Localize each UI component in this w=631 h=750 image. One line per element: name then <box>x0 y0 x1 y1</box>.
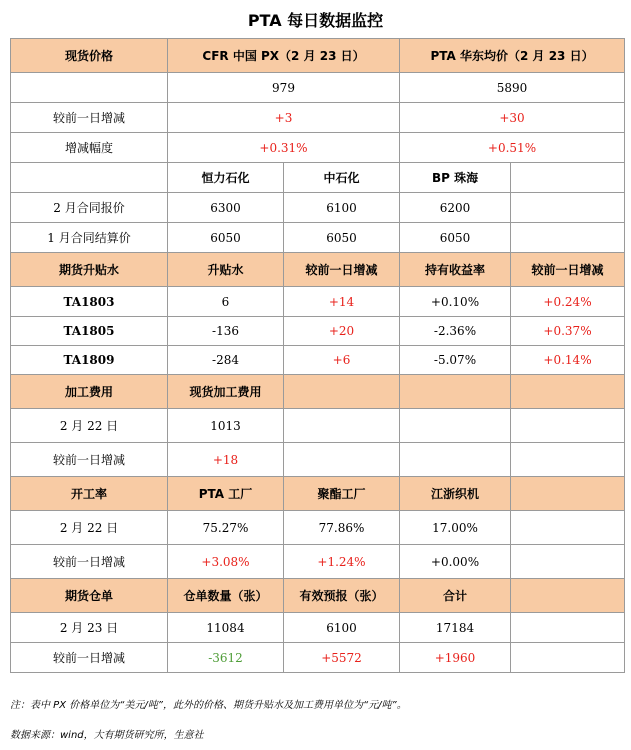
unit-note: 注：表中 PX 价格单位为“美元/吨”，此外的价格、期货升贴水及加工费用单位为“元/吨”。 <box>10 700 407 711</box>
empty-header-cell <box>400 375 511 409</box>
company-header: 恒力石化 <box>168 163 284 193</box>
empty-cell <box>400 409 511 443</box>
futures-row <box>11 287 625 317</box>
contract-value: 6050 <box>284 223 400 253</box>
basis-change: +6 <box>284 346 400 375</box>
px-price-value: 979 <box>168 73 400 103</box>
futures-row <box>11 317 625 346</box>
futures-row <box>11 346 625 375</box>
contract-code: TA1805 <box>11 317 168 346</box>
basis-change: +14 <box>284 287 400 317</box>
contract-value: 6050 <box>400 223 511 253</box>
warehouse-change: +5572 <box>284 643 400 673</box>
contract-value: 6050 <box>168 223 284 253</box>
pta-price-value: 5890 <box>400 73 625 103</box>
pta-monitor-table <box>10 38 625 673</box>
px-price-pct: +0.31% <box>168 133 400 163</box>
row-label: 1 月合同结算价 <box>11 223 168 253</box>
empty-cell <box>284 409 400 443</box>
empty-cell <box>11 73 168 103</box>
column-header: 合计 <box>400 579 511 613</box>
operating-row <box>11 545 625 579</box>
processing-fee-change: +18 <box>168 443 284 477</box>
operating-value: 17.00% <box>400 511 511 545</box>
company-header: BP 珠海 <box>400 163 511 193</box>
empty-header-cell <box>511 579 625 613</box>
operating-value: 77.86% <box>284 511 400 545</box>
contract-value: 6300 <box>168 193 284 223</box>
futures-section-header: 期货升贴水 <box>11 253 168 287</box>
carry-yield-change: +0.24% <box>511 287 625 317</box>
basis-value: 6 <box>168 287 284 317</box>
pta-price-pct: +0.51% <box>400 133 625 163</box>
contract-row <box>11 193 625 223</box>
warehouse-change: +1960 <box>400 643 511 673</box>
px-price-change: +3 <box>168 103 400 133</box>
contract-row <box>11 223 625 253</box>
column-header: 现货加工费用 <box>168 375 284 409</box>
data-source-note: 数据来源：wind，大有期货研究所，生意社 <box>10 730 204 741</box>
contract-value: 6200 <box>400 193 511 223</box>
column-header: 较前一日增减 <box>511 253 625 287</box>
warehouse-change: -3612 <box>168 643 284 673</box>
empty-cell <box>511 223 625 253</box>
row-label: 2 月 22 日 <box>11 409 168 443</box>
operating-change: +1.24% <box>284 545 400 579</box>
operating-change: +0.00% <box>400 545 511 579</box>
column-header: 江浙织机 <box>400 477 511 511</box>
column-header: 有效预报（张） <box>284 579 400 613</box>
spot-section-header: 现货价格 <box>11 39 168 73</box>
contract-code: TA1809 <box>11 346 168 375</box>
processing-row <box>11 443 625 477</box>
contract-company-row <box>11 163 625 193</box>
empty-header-cell <box>284 375 400 409</box>
spot-header-row <box>11 39 625 73</box>
warehouse-value: 11084 <box>168 613 284 643</box>
operating-change: +3.08% <box>168 545 284 579</box>
empty-cell <box>511 443 625 477</box>
empty-header-cell <box>511 477 625 511</box>
warehouse-value: 6100 <box>284 613 400 643</box>
column-header: 聚酯工厂 <box>284 477 400 511</box>
page-title: PTA 每日数据监控 <box>247 11 384 30</box>
row-label: 增减幅度 <box>11 133 168 163</box>
carry-yield: -5.07% <box>400 346 511 375</box>
row-label: 2 月 22 日 <box>11 511 168 545</box>
operating-section-header: 开工率 <box>11 477 168 511</box>
empty-cell <box>511 193 625 223</box>
empty-cell <box>400 443 511 477</box>
empty-cell <box>511 409 625 443</box>
px-price-header: CFR 中国 PX（2 月 23 日） <box>168 39 400 73</box>
column-header: 仓单数量（张） <box>168 579 284 613</box>
row-label: 较前一日增减 <box>11 643 168 673</box>
futures-header-row <box>11 253 625 287</box>
processing-section-header: 加工费用 <box>11 375 168 409</box>
empty-cell <box>284 443 400 477</box>
empty-cell <box>11 163 168 193</box>
warehouse-section-header: 期货仓单 <box>11 579 168 613</box>
column-header: 持有收益率 <box>400 253 511 287</box>
contract-value: 6100 <box>284 193 400 223</box>
warehouse-value: 17184 <box>400 613 511 643</box>
carry-yield: -2.36% <box>400 317 511 346</box>
empty-cell <box>511 163 625 193</box>
empty-cell <box>511 545 625 579</box>
basis-value: -284 <box>168 346 284 375</box>
contract-code: TA1803 <box>11 287 168 317</box>
warehouse-header-row <box>11 579 625 613</box>
operating-row <box>11 511 625 545</box>
row-label: 2 月合同报价 <box>11 193 168 223</box>
basis-change: +20 <box>284 317 400 346</box>
column-header: 升贴水 <box>168 253 284 287</box>
operating-header-row <box>11 477 625 511</box>
row-label: 较前一日增减 <box>11 443 168 477</box>
operating-value: 75.27% <box>168 511 284 545</box>
empty-cell <box>511 511 625 545</box>
spot-pct-row <box>11 133 625 163</box>
spot-value-row <box>11 73 625 103</box>
carry-yield-change: +0.14% <box>511 346 625 375</box>
processing-header-row <box>11 375 625 409</box>
pta-price-change: +30 <box>400 103 625 133</box>
carry-yield: +0.10% <box>400 287 511 317</box>
processing-row <box>11 409 625 443</box>
spot-change-row <box>11 103 625 133</box>
warehouse-row <box>11 613 625 643</box>
empty-header-cell <box>511 375 625 409</box>
row-label: 较前一日增减 <box>11 545 168 579</box>
row-label: 较前一日增减 <box>11 103 168 133</box>
carry-yield-change: +0.37% <box>511 317 625 346</box>
column-header: PTA 工厂 <box>168 477 284 511</box>
empty-cell <box>511 643 625 673</box>
company-header: 中石化 <box>284 163 400 193</box>
warehouse-row <box>11 643 625 673</box>
pta-price-header: PTA 华东均价（2 月 23 日） <box>400 39 625 73</box>
empty-cell <box>511 613 625 643</box>
processing-fee-value: 1013 <box>168 409 284 443</box>
basis-value: -136 <box>168 317 284 346</box>
column-header: 较前一日增减 <box>284 253 400 287</box>
row-label: 2 月 23 日 <box>11 613 168 643</box>
